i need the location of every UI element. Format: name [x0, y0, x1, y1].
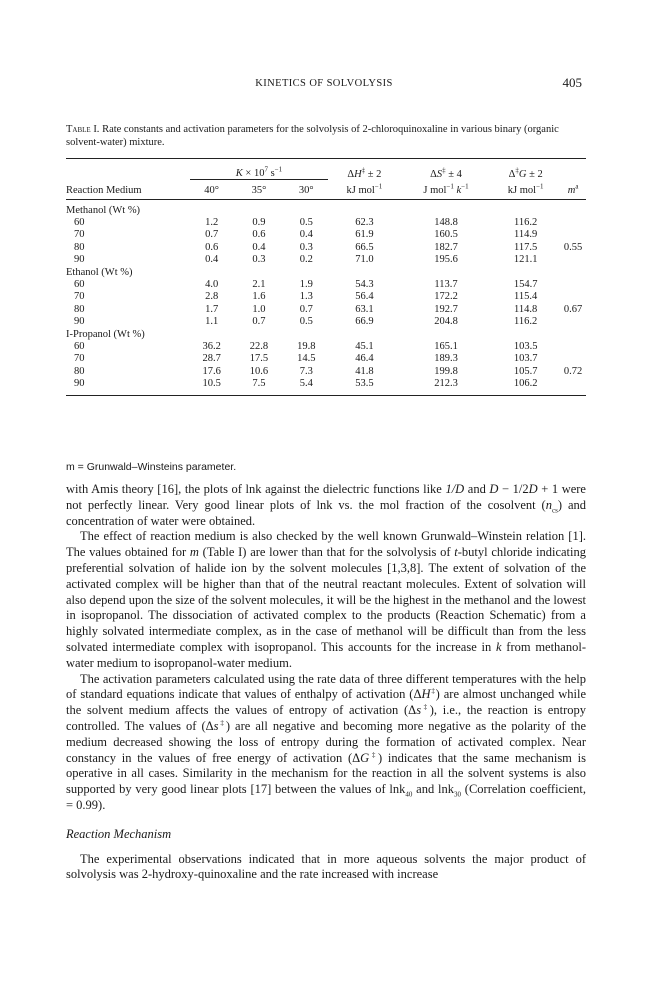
k30-cell: 0.5: [299, 316, 313, 328]
k30-cell: 0.5: [299, 217, 313, 229]
table-row: [66, 254, 586, 266]
k30-cell: 0.7: [299, 303, 313, 315]
dg-cell: 121.1: [513, 254, 538, 266]
table-body: [66, 200, 586, 395]
dg-cell: 115.4: [514, 291, 538, 303]
k40-cell: 2.8: [205, 291, 219, 303]
k40-cell: 1.2: [205, 217, 219, 229]
ds-cell: 192.7: [434, 303, 458, 315]
group-row: [66, 200, 586, 216]
ds-unit: J mol$^{-1}$ $k^{-1}$: [423, 182, 469, 196]
k40-cell: 1.7: [205, 303, 219, 315]
t30-header: 30°: [298, 185, 314, 196]
dg-cell: 106.2: [513, 378, 538, 390]
k40-cell: 36.2: [202, 340, 221, 352]
k35-cell: 2.1: [252, 279, 266, 291]
k30-cell: 0.3: [299, 241, 313, 253]
dg-cell: 114.9: [514, 229, 538, 241]
rate-constants-table: [66, 158, 586, 396]
t40-header: 40°: [204, 185, 219, 196]
ds-cell: 165.1: [434, 340, 458, 352]
dg-cell: 116.2: [514, 316, 538, 328]
wt-cell: 70: [74, 229, 85, 241]
wt-cell: 90: [74, 254, 85, 266]
k35-cell: 0.4: [252, 241, 266, 253]
dh-cell: 63.1: [355, 303, 374, 315]
k35-cell: 10.6: [249, 365, 269, 377]
ds-cell: 148.8: [434, 217, 458, 229]
group-row: [66, 328, 586, 340]
k40-cell: 0.7: [205, 229, 219, 241]
dg-cell: 105.7: [513, 365, 538, 377]
dg-cell: 116.2: [514, 217, 538, 229]
k35-cell: 17.5: [249, 353, 269, 365]
section-heading: Reaction Mechanism: [66, 826, 172, 841]
k35-cell: 1.6: [252, 291, 266, 303]
wt-cell: 70: [74, 291, 85, 303]
dg-cell: 154.7: [513, 279, 538, 291]
dg-cell: 103.7: [513, 353, 538, 365]
m-cell: 0.55: [563, 241, 583, 253]
k30-cell: 1.3: [299, 291, 313, 303]
k35-cell: 0.9: [252, 217, 266, 229]
page-number: 405: [562, 75, 582, 90]
table-row: [66, 365, 586, 377]
m-cell: 0.67: [563, 303, 583, 315]
ds-header: ΔS‡ ± 4: [430, 166, 462, 180]
k-header: $K \times 10^7$ $s^{-1}$: [190, 159, 328, 180]
wt-cell: 90: [74, 316, 85, 328]
ds-cell: 199.8: [434, 365, 458, 377]
t35-header: 35°: [251, 185, 267, 196]
k30-cell: 14.5: [297, 353, 316, 365]
k35-cell: 0.7: [252, 316, 266, 328]
dh-cell: 41.8: [355, 365, 374, 377]
k30-cell: 5.4: [299, 378, 313, 390]
ds-cell: 113.7: [434, 279, 458, 291]
dg-cell: 103.5: [513, 340, 538, 352]
dg-cell: 117.5: [514, 241, 538, 253]
ds-cell: 182.7: [434, 241, 458, 253]
wt-cell: 60: [74, 340, 85, 352]
ds-cell: 189.3: [434, 353, 458, 365]
dh-unit: kJ mol$^{-1}$: [346, 182, 383, 196]
dh-cell: 45.1: [355, 340, 374, 352]
dg-header: Δ‡G ± 2: [508, 166, 543, 180]
wt-cell: 80: [74, 241, 85, 253]
group-name: Ethanol (Wt %): [66, 266, 133, 278]
reaction-medium-header: Reaction Medium: [66, 185, 142, 196]
group-name: Methanol (Wt %): [66, 204, 141, 216]
running-title: KINETICS OF SOLVOLYSIS: [255, 78, 393, 89]
k30-cell: 0.2: [299, 254, 313, 266]
table-label: Table I.: [66, 124, 100, 135]
dh-cell: 62.3: [355, 217, 374, 229]
k40-cell: 17.6: [202, 365, 221, 377]
k40-cell: 1.1: [205, 316, 219, 328]
group-row: [66, 266, 586, 278]
k40-cell: 0.4: [205, 254, 219, 266]
m-cell: [560, 278, 586, 290]
paragraph-activation: The activation parameters calculated using the rate data of three different temperatures with the help of standard equations indicate that values of enthalpy of activation (ΔH‡) are almost unchanged while the solvent medium affects the values of entropy of activation (Δs‡), i.e., the reaction is entropy controlled. The values of (Δs‡) are all negative and becoming more negative as the polarity of the medium decreased showing the loss of entropy during the formation of activated complex. Near constancy in the values of free energy of activation (ΔG‡) indicates that the same mechanism is operative in all cases. Similarity in the mechanism for the reaction in all the solvent systems is also supported by very good linear plots [17] between the values of lnk$_{40}$ and lnk$_{30}$ (Correlation coefficient, = 0.99).: [66, 671, 587, 812]
dh-cell: 53.5: [355, 378, 374, 390]
m-cell: [560, 316, 586, 328]
dh-cell: 56.4: [355, 291, 374, 303]
paragraph-mechanism: The experimental observations indicated that in more aqueous solvents the major product of solvolysis was 2-hydroxy-quinoxaline and the rate increased with increase: [66, 851, 586, 882]
ds-cell: 212.3: [434, 378, 458, 390]
dh-cell: 61.9: [355, 229, 374, 241]
wt-cell: 70: [74, 353, 85, 365]
k35-cell: 22.8: [249, 340, 269, 352]
dh-cell: 66.5: [355, 241, 374, 253]
m-cell: [560, 377, 586, 394]
m-cell: [560, 340, 586, 352]
k35-cell: 0.6: [252, 229, 266, 241]
m-cell: 0.72: [563, 365, 583, 377]
wt-cell: 60: [74, 279, 85, 291]
table-row: [66, 291, 586, 303]
k40-cell: 4.0: [205, 279, 219, 291]
m-cell: [560, 254, 586, 266]
k40-cell: 10.5: [202, 378, 221, 390]
ds-cell: 204.8: [434, 316, 458, 328]
wt-cell: 80: [74, 365, 85, 377]
m-cell: [560, 229, 586, 241]
k40-cell: 28.7: [202, 353, 221, 365]
k30-cell: 19.8: [297, 340, 316, 352]
m-cell: [560, 216, 586, 228]
k35-cell: 7.5: [252, 378, 266, 390]
table-row: [66, 377, 586, 394]
table-row: [66, 241, 586, 253]
dh-cell: 46.4: [355, 353, 374, 365]
table-bottom-rule: [66, 395, 586, 396]
dg-unit: kJ mol$^{-1}$: [507, 182, 544, 196]
dh-header: ΔH‡ ± 2: [347, 166, 382, 180]
table-footnote: m = Grunwald–Winsteins parameter.: [66, 461, 237, 473]
dg-cell: 114.8: [514, 303, 538, 315]
k30-cell: 0.4: [299, 229, 313, 241]
dh-cell: 54.3: [355, 279, 374, 291]
m-header: $m^a$: [567, 182, 579, 196]
dh-cell: 71.0: [355, 254, 374, 266]
dh-cell: 66.9: [355, 316, 374, 328]
table-row: [66, 340, 586, 352]
table-row: [66, 303, 586, 315]
table-caption-text: Rate constants and activation parameters for the solvolysis of 2-chloroquinoxaline in various binary (organic solvent-water) mixture.: [66, 124, 559, 148]
table-row: [66, 216, 586, 228]
k30-cell: 1.9: [299, 279, 313, 291]
paragraph-grunwald: The effect of reaction medium is also checked by the well known Grunwald–Winstein relation [1]. The values obtained for m (Table I) are lower than that for the solvolysis of t-butyl chloride indicating preferential solvation of halide ion by the solvent molecules [1,3,8]. The extent of solvation of the activated complex will be higher than that of the neutral reactant molecules. Extent of solvation will also depend upon the size of the solvent molecules, it will be the highest in the methanol and the lowest in isopropanol. The dissociation of activated complex to the products (Reaction Schematic) from a highly solvated intermediate complex, as in the case of methanol will be difficult than from the less solvated intermediate complex with isopropanol. This accounts for the increase in k from methanol-water medium to isopropanol-water medium.: [66, 529, 587, 670]
m-cell: [560, 291, 586, 303]
group-name: I-Propanol (Wt %): [66, 328, 145, 340]
wt-cell: 60: [74, 217, 85, 229]
body-text: [66, 482, 586, 883]
k35-cell: 1.0: [252, 303, 266, 315]
ds-cell: 195.6: [434, 254, 458, 266]
wt-cell: 90: [74, 378, 85, 390]
table-row: [66, 229, 586, 241]
table-row: [66, 278, 586, 290]
ds-cell: 160.5: [434, 229, 458, 241]
table-row: [66, 353, 586, 365]
m-cell: [560, 353, 586, 365]
table-caption: [66, 123, 586, 149]
wt-cell: 80: [74, 303, 85, 315]
k40-cell: 0.6: [205, 241, 219, 253]
k30-cell: 7.3: [299, 365, 313, 377]
k35-cell: 0.3: [252, 254, 266, 266]
table-row: [66, 316, 586, 328]
ds-cell: 172.2: [434, 291, 458, 303]
paragraph-amis: with Amis theory [16], the plots of lnk against the dielectric functions like 1/D and D − 1/2D + 1 were not perfectly linear. Very good linear plots of lnk vs. the mol fraction of the cosolvent $(n_{cs})$ and concentration of water were obtained.: [66, 482, 586, 528]
